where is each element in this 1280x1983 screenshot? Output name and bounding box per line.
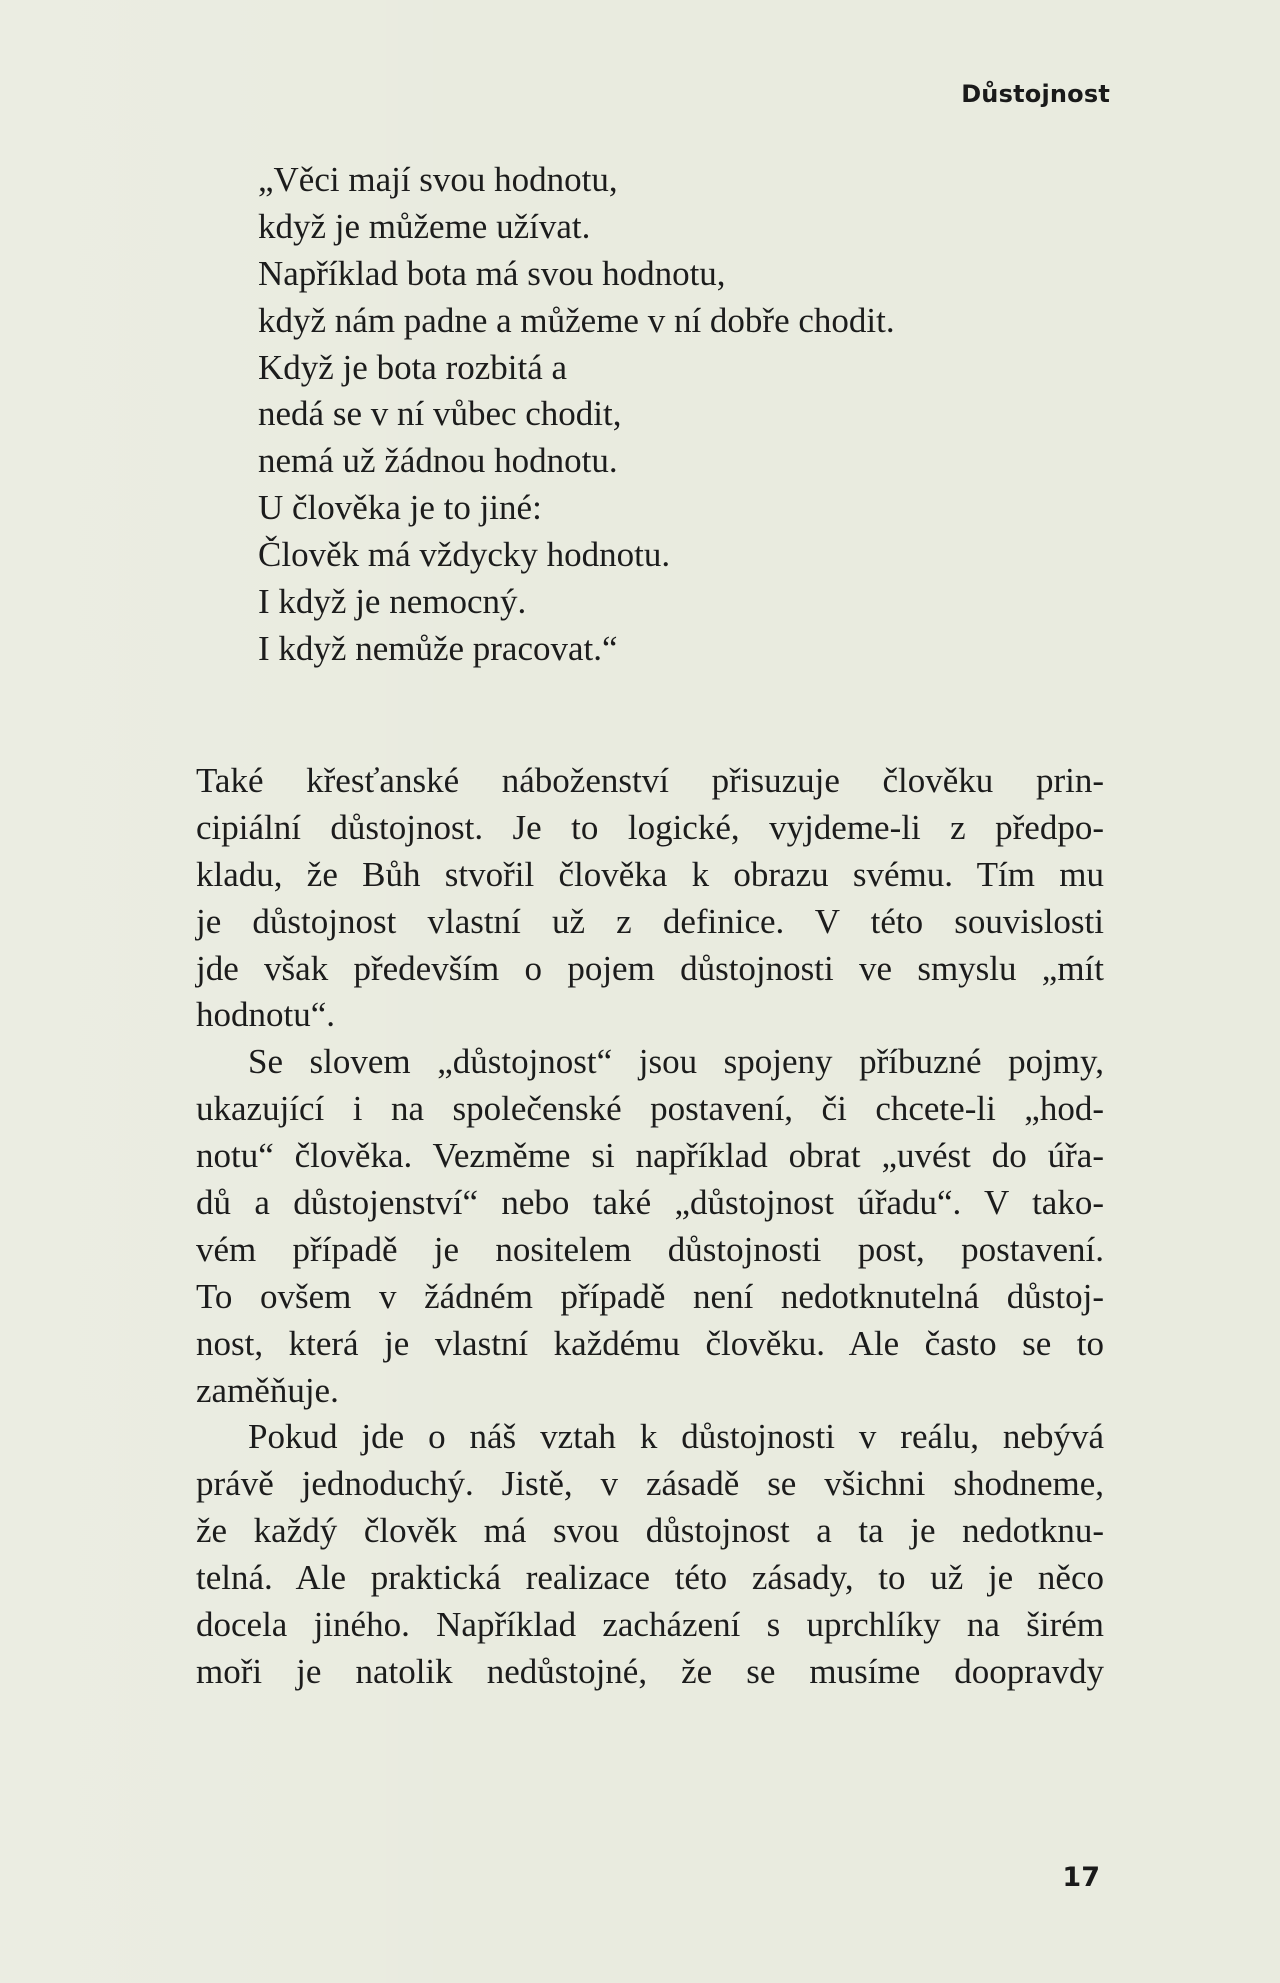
text-line: Pokud jde o náš vztah k důstojnosti v reálu, nebývá [248, 1417, 1104, 1457]
poem-line: Člověk má vždycky hodnotu. [258, 535, 671, 575]
text-line: ukazující i na společenské postavení, či chcete-li „hod- [196, 1089, 1104, 1129]
quoted-poem [258, 157, 895, 673]
poem-line: Když je bota rozbitá a [258, 347, 568, 387]
text-line: zaměňuje. [196, 1370, 339, 1410]
text-line: právě jednoduchý. Jistě, v zásadě se všichni shodneme, [196, 1464, 1104, 1504]
poem-line: Například bota má svou hodnotu, [258, 253, 726, 293]
poem-line: I když je nemocný. [258, 582, 527, 622]
text-line: že každý člověk má svou důstojnost a ta je nedotknu- [196, 1511, 1104, 1551]
text-line: Se slovem „důstojnost“ jsou spojeny příbuzné pojmy, [248, 1042, 1104, 1082]
poem-line: „Věci mají svou hodnotu, [258, 160, 618, 199]
text-line: notu“ člověka. Vezměme si například obrat „uvést do úřa- [196, 1136, 1104, 1176]
text-line: kladu, že Bůh stvořil člověka k obrazu svému. Tím mu [196, 854, 1104, 894]
poem-line: nemá už žádnou hodnotu. [258, 441, 618, 481]
text-line: To ovšem v žádném případě není nedotknutelná důstoj- [196, 1276, 1104, 1316]
poem-line: nedá se v ní vůbec chodit, [258, 394, 622, 434]
poem-line: I když nemůže pracovat.“ [258, 628, 618, 668]
paragraph [196, 758, 1104, 1039]
paragraph [196, 1039, 1104, 1414]
text-line: vém případě je nositelem důstojnosti post, postavení. [196, 1229, 1104, 1269]
poem-line: U člověka je to jiné: [258, 488, 542, 528]
text-line: Také křesťanské náboženství přisuzuje člověku prin- [196, 761, 1104, 800]
text-line: je důstojnost vlastní už z definice. V této souvislosti [196, 901, 1104, 941]
text-line: jde však především o pojem důstojnosti ve smyslu „mít [196, 948, 1104, 988]
text-line: dů a důstojenství“ nebo také „důstojnost úřadu“. V tako- [196, 1183, 1104, 1223]
page-number: 17 [1062, 1862, 1100, 1893]
paragraph [196, 1414, 1104, 1695]
poem-line: když nám padne a můžeme v ní dobře chodit. [258, 300, 895, 340]
running-head: Důstojnost [961, 80, 1110, 108]
text-line: telná. Ale praktická realizace této zásady, to už je něco [196, 1558, 1104, 1598]
poem-line: když je můžeme užívat. [258, 206, 591, 246]
text-line: docela jiného. Například zacházení s uprchlíky na širém [196, 1605, 1104, 1645]
text-line: nost, která je vlastní každému člověku. Ale často se to [196, 1323, 1104, 1363]
body-text [196, 758, 1104, 1696]
text-line: hodnotu“. [196, 995, 336, 1035]
text-line: moři je natolik nedůstojné, že se musíme doopravdy [196, 1651, 1104, 1691]
text-line: cipiální důstojnost. Je to logické, vyjdeme-li z předpo- [196, 807, 1104, 847]
